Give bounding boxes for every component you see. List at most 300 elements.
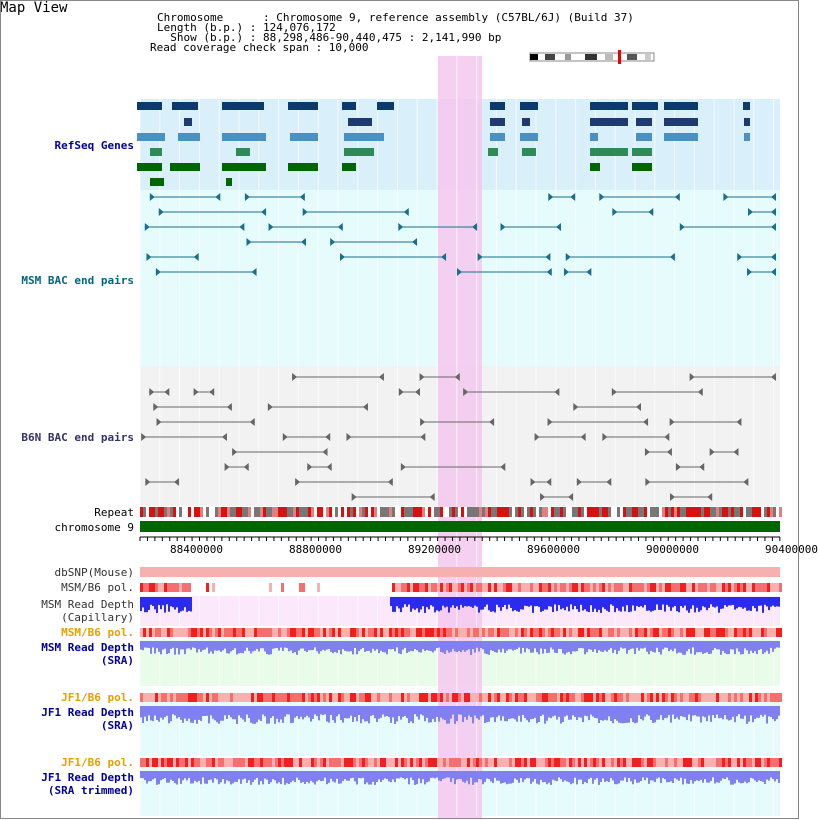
repeat-block — [587, 507, 590, 517]
depth-bar — [494, 771, 496, 778]
depth-bar — [694, 641, 696, 655]
depth-bar — [436, 771, 438, 778]
repeat-block — [779, 507, 782, 517]
polymorphism-cell — [167, 693, 170, 702]
polymorphism-cell — [155, 693, 158, 702]
depth-bar — [388, 641, 390, 649]
polymorphism-cell — [518, 628, 521, 637]
depth-bar — [366, 706, 368, 721]
depth-bar — [498, 597, 500, 607]
polymorphism-cell — [566, 628, 569, 637]
depth-bar — [610, 706, 612, 721]
polymorphism-cell — [401, 758, 404, 767]
polymorphism-cell — [620, 693, 623, 702]
depth-bar — [288, 771, 290, 784]
polymorphism-cell — [542, 693, 545, 702]
depth-bar — [322, 641, 324, 650]
depth-bar — [454, 641, 456, 651]
depth-bar — [490, 597, 492, 612]
depth-bar — [600, 597, 602, 613]
polymorphism-cell — [467, 693, 470, 702]
depth-bar — [640, 641, 642, 648]
polymorphism-cell — [485, 628, 488, 637]
polymorphism-cell — [740, 693, 743, 702]
depth-bar — [164, 771, 166, 778]
polymorphism-cell — [188, 628, 191, 637]
polymorphism-cell — [569, 628, 572, 637]
depth-bar — [494, 706, 496, 722]
depth-bar — [716, 771, 718, 782]
polymorphism-cell — [647, 758, 650, 767]
polymorphism-cell — [155, 758, 158, 767]
depth-bar — [468, 597, 470, 606]
depth-bar — [658, 641, 660, 652]
polymorphism-cell — [263, 628, 266, 637]
depth-bar — [442, 771, 444, 779]
depth-bar — [176, 771, 178, 785]
gene-feature — [490, 133, 505, 141]
depth-bar — [438, 641, 440, 648]
repeat-block — [560, 507, 563, 517]
depth-bar — [732, 597, 734, 605]
depth-bar — [702, 597, 704, 606]
polymorphism-cell — [173, 583, 176, 592]
track-label-refseq[interactable]: RefSeq Genes — [54, 139, 134, 152]
polymorphism-cell — [701, 583, 704, 592]
depth-bar — [424, 706, 426, 721]
repeat-block — [665, 507, 668, 517]
polymorphism-cell — [488, 693, 491, 702]
depth-bar — [482, 641, 484, 649]
depth-bar — [706, 641, 708, 652]
polymorphism-cell — [230, 628, 233, 637]
depth-bar — [598, 597, 600, 610]
depth-bar — [572, 597, 574, 609]
polymorphism-cell — [245, 758, 248, 767]
depth-bar — [668, 641, 670, 651]
depth-bar — [274, 641, 276, 648]
depth-bar — [362, 706, 364, 719]
depth-bar — [582, 706, 584, 722]
polymorphism-cell — [479, 693, 482, 702]
depth-bar — [326, 641, 328, 650]
depth-bar — [364, 706, 366, 722]
polymorphism-cell — [152, 583, 155, 592]
depth-bar — [426, 706, 428, 718]
polymorphism-cell — [428, 583, 431, 592]
polymorphism-cell — [740, 628, 743, 637]
polymorphism-cell — [299, 628, 302, 637]
depth-bar — [766, 706, 768, 723]
depth-bar — [462, 771, 464, 782]
depth-bar — [618, 641, 620, 651]
polymorphism-cell — [203, 628, 206, 637]
polymorphism-cell — [638, 693, 641, 702]
track-label-b6n-bac[interactable]: B6N BAC end pairs — [21, 431, 134, 444]
depth-bar — [270, 771, 272, 782]
polymorphism-cell — [554, 693, 557, 702]
repeat-block — [395, 507, 398, 517]
polymorphism-cell — [434, 693, 437, 702]
polymorphism-cell — [701, 693, 704, 702]
polymorphism-cell — [254, 628, 257, 637]
depth-bar — [650, 706, 652, 720]
polymorphism-cell — [668, 628, 671, 637]
polymorphism-cell — [623, 758, 626, 767]
depth-bar — [328, 641, 330, 649]
polymorphism-cell — [329, 693, 332, 702]
depth-bar — [154, 641, 156, 653]
depth-bar — [580, 706, 582, 718]
depth-bar — [578, 641, 580, 648]
polymorphism-cell — [191, 693, 194, 702]
depth-bar — [734, 771, 736, 783]
polymorphism-cell — [407, 628, 410, 637]
depth-bar — [282, 641, 284, 651]
polymorphism-cell — [704, 693, 707, 702]
depth-bar — [152, 706, 154, 721]
repeat-block — [671, 507, 674, 517]
depth-bar — [294, 771, 296, 782]
depth-bar — [540, 641, 542, 649]
depth-bar — [704, 706, 706, 717]
depth-bar — [640, 706, 642, 719]
depth-bar — [224, 706, 226, 715]
polymorphism-cell — [683, 693, 686, 702]
depth-bar — [506, 641, 508, 651]
ideogram-band — [645, 54, 651, 60]
depth-bar — [640, 771, 642, 781]
polymorphism-cell — [401, 693, 404, 702]
depth-bar — [230, 706, 232, 717]
polymorphism-cell — [326, 693, 329, 702]
polymorphism-cell — [203, 758, 206, 767]
depth-bar — [164, 597, 166, 613]
depth-bar — [742, 641, 744, 654]
depth-bar — [280, 706, 282, 719]
repeat-block — [332, 507, 335, 517]
repeat-block — [380, 507, 383, 517]
polymorphism-cell — [320, 628, 323, 637]
depth-bar — [280, 771, 282, 784]
depth-bar — [592, 597, 594, 612]
repeat-block — [638, 507, 641, 517]
polymorphism-cell — [320, 693, 323, 702]
polymorphism-cell — [410, 583, 413, 592]
depth-bar — [700, 706, 702, 723]
depth-bar — [768, 771, 770, 781]
polymorphism-cell — [458, 583, 461, 592]
polymorphism-cell — [686, 758, 689, 767]
depth-bar — [324, 771, 326, 778]
polymorphism-cell — [245, 628, 248, 637]
polymorphism-cell — [383, 693, 386, 702]
depth-bar — [160, 706, 162, 718]
depth-bar — [420, 597, 422, 609]
depth-bar — [276, 641, 278, 648]
depth-bar — [522, 597, 524, 610]
polymorphism-cell — [701, 758, 704, 767]
polymorphism-cell — [545, 758, 548, 767]
polymorphism-cell — [398, 583, 401, 592]
polymorphism-cell — [491, 583, 494, 592]
depth-bar — [638, 771, 640, 783]
repeat-block — [302, 507, 305, 517]
depth-bar — [614, 771, 616, 784]
repeat-block — [743, 507, 746, 517]
depth-bar — [472, 597, 474, 608]
depth-bar — [184, 706, 186, 719]
repeat-block — [590, 507, 593, 517]
depth-bar — [710, 597, 712, 604]
depth-bar — [718, 771, 720, 783]
depth-bar — [632, 771, 634, 784]
depth-bar — [378, 771, 380, 779]
polymorphism-cell — [764, 628, 767, 637]
polymorphism-cell — [419, 693, 422, 702]
depth-bar — [254, 641, 256, 651]
polymorphism-cell — [725, 628, 728, 637]
repeat-block — [722, 507, 725, 517]
depth-bar — [678, 706, 680, 720]
depth-bar — [740, 771, 742, 783]
depth-bar — [514, 597, 516, 610]
polymorphism-cell — [452, 628, 455, 637]
polymorphism-cell — [359, 628, 362, 637]
gene-feature — [288, 102, 318, 110]
depth-bar — [516, 771, 518, 780]
ruler-tick-label: 90000000 — [646, 543, 699, 556]
polymorphism-cell — [149, 758, 152, 767]
depth-bar — [562, 706, 564, 722]
polymorphism-cell — [407, 693, 410, 702]
polymorphism-cell — [743, 758, 746, 767]
polymorphism-cell — [296, 628, 299, 637]
depth-bar — [356, 641, 358, 654]
depth-bar — [568, 641, 570, 652]
depth-bar — [632, 641, 634, 649]
polymorphism-cell — [632, 583, 635, 592]
depth-bar — [326, 706, 328, 722]
depth-bar — [386, 771, 388, 779]
depth-bar — [328, 706, 330, 723]
gene-feature — [236, 148, 250, 156]
depth-bar — [680, 771, 682, 778]
polymorphism-cell — [323, 628, 326, 637]
depth-bar — [574, 706, 576, 717]
polymorphism-cell — [344, 628, 347, 637]
depth-bar — [270, 706, 272, 718]
depth-bar — [568, 706, 570, 720]
polymorphism-cell — [716, 758, 719, 767]
polymorphism-cell — [656, 583, 659, 592]
track-label-jf1-depth-sra-sub: (SRA) — [100, 719, 134, 732]
depth-bar — [552, 641, 554, 649]
depth-bar — [504, 597, 506, 605]
polymorphism-cell — [701, 628, 704, 637]
repeat-block — [224, 507, 227, 517]
polymorphism-cell — [434, 628, 437, 637]
depth-bar — [690, 771, 692, 780]
polymorphism-cell — [371, 758, 374, 767]
depth-bar — [460, 706, 462, 715]
polymorphism-cell — [500, 758, 503, 767]
depth-bar — [770, 597, 772, 607]
polymorphism-cell — [221, 628, 224, 637]
polymorphism-cell — [356, 693, 359, 702]
depth-bar — [566, 771, 568, 781]
polymorphism-cell — [689, 758, 692, 767]
polymorphism-cell — [350, 758, 353, 767]
gene-feature — [150, 148, 162, 156]
repeat-block — [695, 507, 698, 517]
depth-bar — [524, 706, 526, 718]
polymorphism-cell — [662, 628, 665, 637]
polymorphism-cell — [695, 583, 698, 592]
repeat-block — [491, 507, 494, 517]
depth-bar — [406, 771, 408, 778]
polymorphism-cell — [653, 583, 656, 592]
depth-bar — [470, 706, 472, 717]
polymorphism-cell — [281, 693, 284, 702]
polymorphism-cell — [362, 628, 365, 637]
polymorphism-cell — [599, 583, 602, 592]
polymorphism-cell — [761, 583, 764, 592]
polymorphism-cell — [518, 693, 521, 702]
depth-bar — [514, 771, 516, 778]
depth-bar — [178, 771, 180, 778]
depth-bar — [228, 771, 230, 781]
depth-bar — [224, 641, 226, 649]
depth-bar — [620, 771, 622, 781]
repeat-block — [233, 507, 236, 517]
depth-bar — [772, 641, 774, 652]
repeat-block — [401, 507, 404, 517]
polymorphism-cell — [182, 583, 185, 592]
depth-bar — [452, 706, 454, 715]
polymorphism-cell — [410, 628, 413, 637]
depth-bar — [552, 771, 554, 780]
polymorphism-cell — [704, 583, 707, 592]
depth-bar — [684, 597, 686, 606]
polymorphism-cell — [539, 628, 542, 637]
depth-bar — [252, 771, 254, 782]
depth-bar — [560, 641, 562, 649]
polymorphism-cell — [149, 583, 152, 592]
polymorphism-cell — [647, 693, 650, 702]
repeat-block — [500, 507, 503, 517]
polymorphism-cell — [764, 693, 767, 702]
depth-bar — [456, 771, 458, 780]
depth-bar — [254, 706, 256, 724]
polymorphism-cell — [380, 628, 383, 637]
depth-bar — [172, 706, 174, 714]
polymorphism-cell — [545, 583, 548, 592]
polymorphism-cell — [680, 583, 683, 592]
polymorphism-cell — [482, 583, 485, 592]
depth-bar — [738, 641, 740, 652]
repeat-block — [581, 507, 584, 517]
depth-bar — [740, 706, 742, 719]
depth-bar — [724, 597, 726, 605]
depth-bar — [392, 641, 394, 649]
depth-bar — [492, 771, 494, 783]
polymorphism-cell — [185, 628, 188, 637]
depth-bar — [730, 706, 732, 720]
depth-bar — [182, 597, 184, 611]
polymorphism-cell — [221, 693, 224, 702]
polymorphism-cell — [650, 758, 653, 767]
polymorphism-cell — [140, 583, 143, 592]
depth-bar — [172, 771, 174, 781]
polymorphism-cell — [629, 583, 632, 592]
polymorphism-cell — [638, 583, 641, 592]
track-label-msm-bac[interactable]: MSM BAC end pairs — [21, 274, 134, 287]
depth-bar — [232, 771, 234, 783]
gene-feature — [288, 163, 318, 171]
polymorphism-cell — [224, 693, 227, 702]
polymorphism-cell — [386, 693, 389, 702]
depth-bar — [668, 771, 670, 782]
depth-bar — [180, 641, 182, 649]
depth-bar — [760, 706, 762, 715]
polymorphism-cell — [194, 758, 197, 767]
polymorphism-cell — [461, 758, 464, 767]
depth-bar — [710, 706, 712, 722]
depth-bar — [312, 641, 314, 650]
depth-bar — [290, 641, 292, 650]
polymorphism-cell — [425, 628, 428, 637]
depth-bar — [624, 597, 626, 611]
depth-bar — [626, 597, 628, 605]
depth-bar — [670, 597, 672, 611]
repeat-block — [170, 507, 173, 517]
depth-bar — [602, 706, 604, 721]
depth-bar — [590, 641, 592, 650]
polymorphism-cell — [398, 758, 401, 767]
depth-bar — [622, 597, 624, 607]
polymorphism-cell — [584, 628, 587, 637]
depth-bar — [530, 706, 532, 719]
depth-bar — [708, 706, 710, 716]
depth-bar — [642, 706, 644, 720]
depth-bar — [458, 771, 460, 779]
depth-bar — [592, 706, 594, 717]
depth-bar — [178, 641, 180, 654]
polymorphism-cell — [683, 583, 686, 592]
depth-bar — [668, 597, 670, 607]
polymorphism-cell — [386, 628, 389, 637]
polymorphism-cell — [530, 693, 533, 702]
depth-bar — [218, 706, 220, 724]
repeat-block — [458, 507, 461, 517]
repeat-block — [767, 507, 770, 517]
depth-bar — [202, 706, 204, 716]
repeat-block — [266, 507, 269, 517]
page-title: Map View — [0, 0, 68, 16]
polymorphism-cell — [470, 758, 473, 767]
polymorphism-cell — [461, 628, 464, 637]
polymorphism-cell — [440, 628, 443, 637]
depth-bar — [210, 771, 212, 780]
depth-bar — [736, 597, 738, 608]
depth-bar — [582, 771, 584, 784]
polymorphism-cell — [437, 758, 440, 767]
depth-bar — [452, 771, 454, 778]
polymorphism-cell — [449, 758, 452, 767]
polymorphism-cell — [608, 583, 611, 592]
depth-bar — [624, 706, 626, 723]
